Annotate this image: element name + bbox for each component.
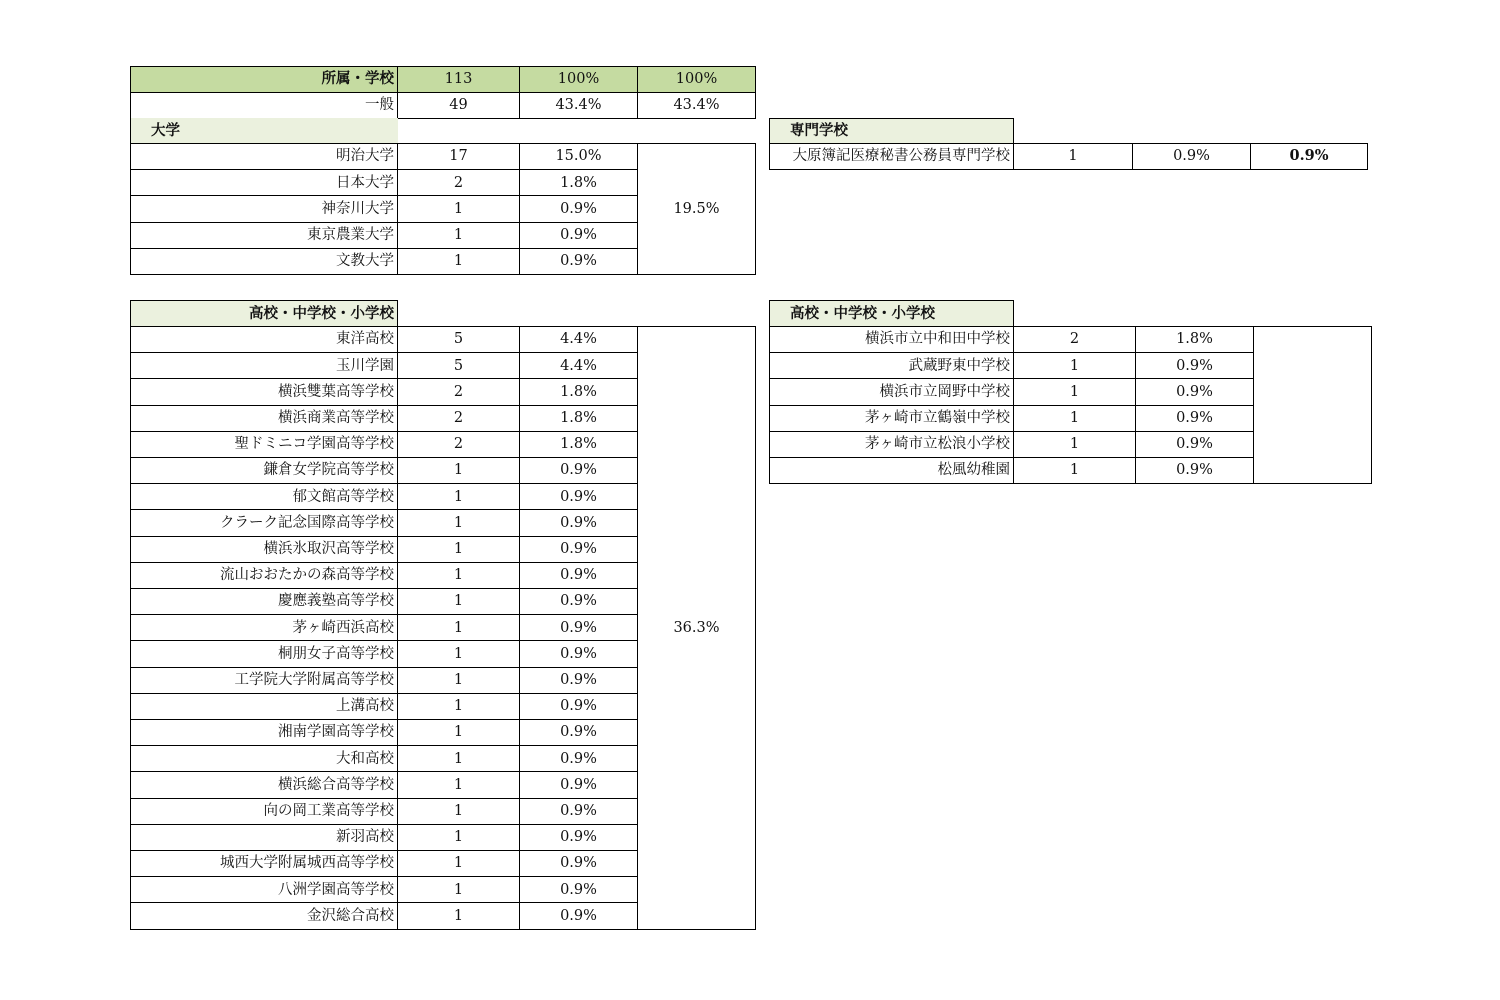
row-name: 横浜氷取沢高等学校 [130,536,398,563]
row-pct: 0.9% [1135,378,1254,405]
row-count: 1 [397,876,520,903]
row-count: 2 [397,378,520,405]
general-total: 43.4% [637,92,756,119]
row-pct: 1.8% [519,378,638,405]
row-count: 1 [397,824,520,851]
row-name: 上溝高校 [130,693,398,720]
row-count: 1 [397,798,520,825]
row-pct: 0.9% [1135,405,1254,432]
row-name: 新羽高校 [130,824,398,851]
row-name: 横浜市立中和田中学校 [769,326,1014,353]
row-count: 1 [397,902,520,929]
general-pct: 43.4% [519,92,638,119]
row-pct: 0.9% [519,667,638,694]
row-pct: 0.9% [1135,352,1254,379]
row-name: 文教大学 [130,248,398,275]
row-pct: 4.4% [519,326,638,353]
row-name: 日本大学 [130,169,398,196]
row-pct: 0.9% [519,457,638,484]
row-count: 1 [1013,431,1136,458]
row-count: 1 [1013,405,1136,432]
row-count: 1 [397,693,520,720]
row-count: 2 [397,169,520,196]
row-pct: 0.9% [519,222,638,249]
row-pct: 1.8% [519,431,638,458]
row-pct: 0.9% [519,509,638,536]
summary-header-total: 100% [637,66,756,93]
row-pct: 4.4% [519,352,638,379]
row-name: 八洲学園高等学校 [130,876,398,903]
row-count: 1 [397,195,520,222]
row-pct: 0.9% [519,876,638,903]
row-name: 金沢総合高校 [130,902,398,929]
row-name: 工学院大学附属高等学校 [130,667,398,694]
row-name: 向の岡工業高等学校 [130,798,398,825]
row-name: 茅ヶ崎西浜高校 [130,614,398,641]
row-pct: 0.9% [1132,143,1251,170]
row-count: 1 [397,850,520,877]
row-pct: 15.0% [519,143,638,170]
row-count: 1 [397,745,520,772]
row-count: 1 [1013,143,1133,170]
row-name: 東京農業大学 [130,222,398,249]
row-count: 1 [397,771,520,798]
schools-left-title: 高校・中学校・小学校 [130,300,398,327]
row-pct: 0.9% [519,195,638,222]
row-pct: 0.9% [519,824,638,851]
row-name: 鎌倉女学院高等学校 [130,457,398,484]
row-name: 松風幼稚園 [769,457,1014,484]
row-name: 明治大学 [130,143,398,170]
row-name: 横浜雙葉高等学校 [130,378,398,405]
row-pct: 0.9% [519,693,638,720]
row-count: 1 [397,588,520,615]
row-name: 武蔵野東中学校 [769,352,1014,379]
row-pct: 0.9% [519,562,638,589]
row-count: 1 [397,248,520,275]
row-name: クラーク記念国際高等学校 [130,509,398,536]
row-name: 茅ヶ崎市立松浪小学校 [769,431,1014,458]
vocational-title: 専門学校 [769,118,1014,144]
row-count: 1 [397,536,520,563]
row-count: 2 [397,405,520,432]
row-count: 1 [397,614,520,641]
subtotal-cell: 19.5% [637,143,756,275]
row-count: 1 [1013,378,1136,405]
row-count: 1 [397,640,520,667]
row-count: 1 [397,509,520,536]
general-label: 一般 [130,92,398,119]
row-pct: 0.9% [519,902,638,929]
row-name: 大原簿記医療秘書公務員専門学校 [769,143,1014,170]
summary-header-pct: 100% [519,66,638,93]
row-name: 神奈川大学 [130,195,398,222]
subtotal-cell: 36.3% [637,326,756,930]
row-name: 湘南学園高等学校 [130,719,398,746]
university-title: 大学 [130,118,398,144]
row-pct: 0.9% [1135,457,1254,484]
general-count: 49 [397,92,520,119]
row-pct: 0.9% [1135,431,1254,458]
row-count: 1 [397,562,520,589]
row-count: 1 [397,222,520,249]
row-count: 1 [397,457,520,484]
row-name: 流山おおたかの森高等学校 [130,562,398,589]
row-count: 2 [397,431,520,458]
row-name: 桐朋女子高等学校 [130,640,398,667]
row-count: 5 [397,326,520,353]
row-pct: 1.8% [519,169,638,196]
row-name: 横浜総合高等学校 [130,771,398,798]
row-name: 横浜商業高等学校 [130,405,398,432]
summary-header-label: 所属・学校 [130,66,398,93]
row-pct: 0.9% [519,588,638,615]
row-name: 郁文館高等学校 [130,483,398,510]
row-count: 17 [397,143,520,170]
row-pct: 0.9% [519,745,638,772]
row-count: 1 [397,667,520,694]
subtotal-cell [1253,326,1372,484]
row-subtotal: 0.9% [1250,143,1368,170]
row-count: 1 [397,483,520,510]
row-name: 横浜市立岡野中学校 [769,378,1014,405]
row-count: 1 [1013,457,1136,484]
row-name: 城西大学附属城西高等学校 [130,850,398,877]
row-count: 1 [1013,352,1136,379]
row-name: 玉川学園 [130,352,398,379]
row-count: 1 [397,719,520,746]
row-pct: 0.9% [519,771,638,798]
row-pct: 1.8% [1135,326,1254,353]
row-count: 2 [1013,326,1136,353]
row-name: 茅ヶ崎市立鶴嶺中学校 [769,405,1014,432]
row-pct: 1.8% [519,405,638,432]
row-pct: 0.9% [519,640,638,667]
row-pct: 0.9% [519,614,638,641]
row-pct: 0.9% [519,483,638,510]
row-name: 慶應義塾高等学校 [130,588,398,615]
row-name: 大和高校 [130,745,398,772]
row-pct: 0.9% [519,719,638,746]
summary-header-count: 113 [397,66,520,93]
row-name: 聖ドミニコ学園高等学校 [130,431,398,458]
row-pct: 0.9% [519,798,638,825]
row-pct: 0.9% [519,248,638,275]
row-name: 東洋高校 [130,326,398,353]
schools-right-title: 高校・中学校・小学校 [769,300,1014,327]
row-count: 5 [397,352,520,379]
row-pct: 0.9% [519,850,638,877]
row-pct: 0.9% [519,536,638,563]
